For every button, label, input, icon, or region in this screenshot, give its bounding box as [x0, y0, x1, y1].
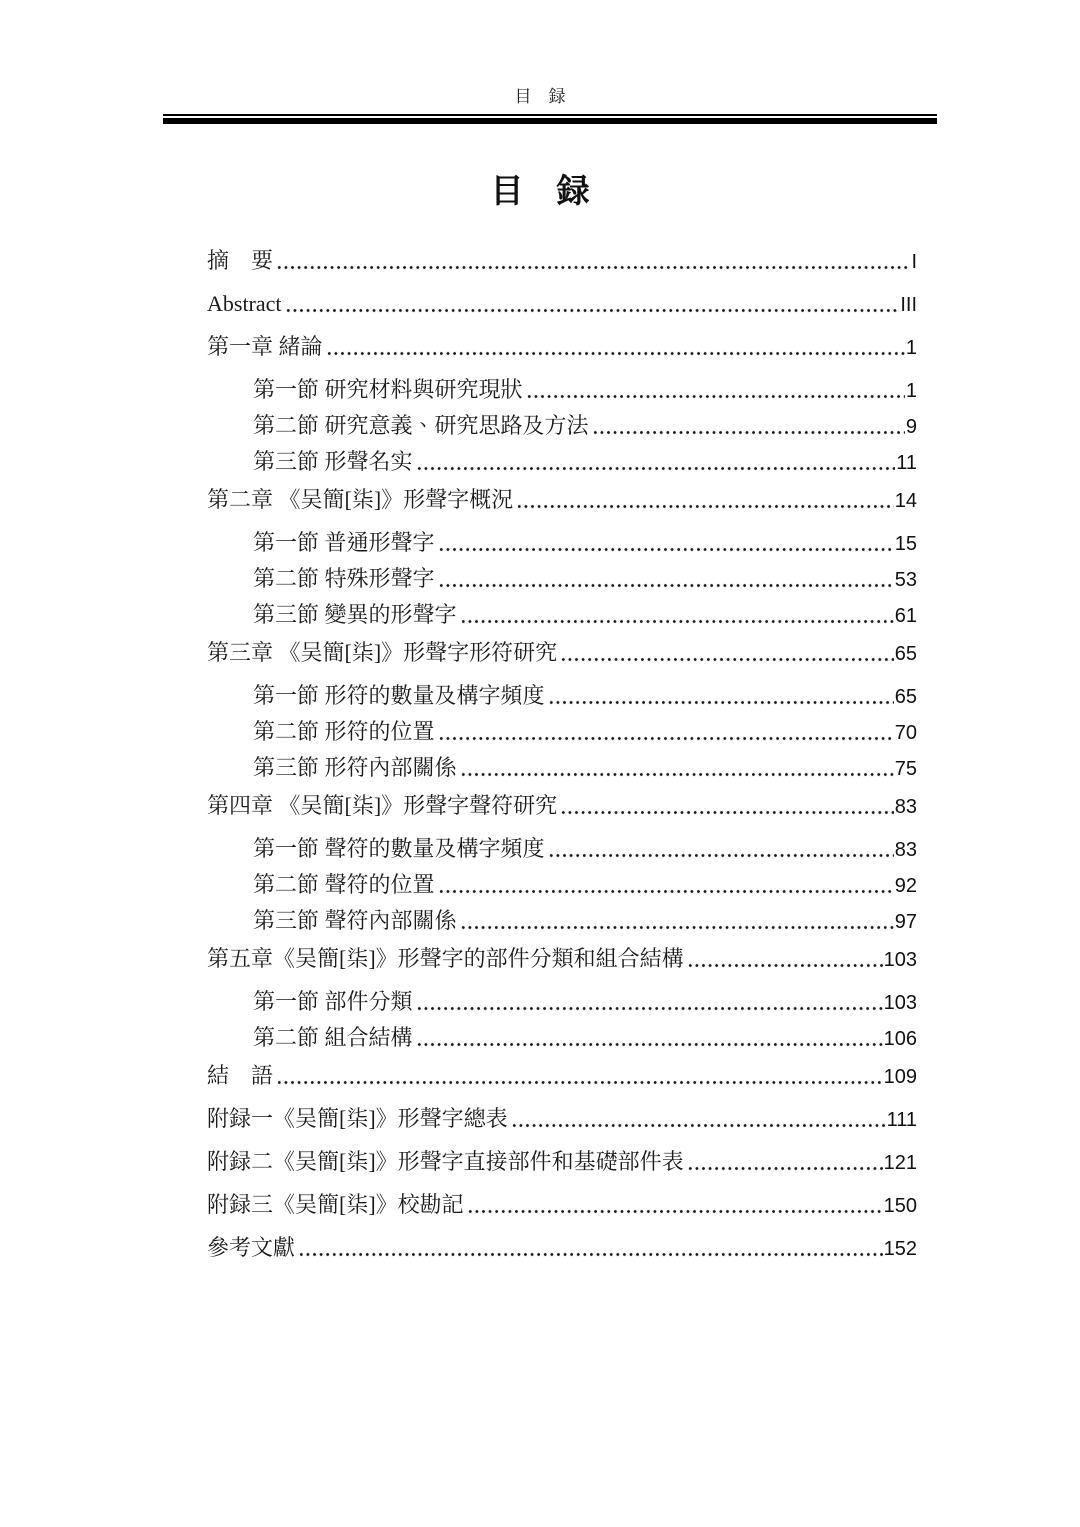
dot-leader: [438, 714, 894, 750]
toc-page-number: III: [900, 294, 917, 316]
toc-page-number: 152: [883, 1238, 917, 1260]
toc-page-number: 109: [883, 1066, 917, 1088]
dot-leader: [460, 903, 894, 939]
dot-leader: [416, 984, 883, 1020]
toc-entry-label: 參考文獻: [207, 1235, 296, 1260]
dot-leader: [276, 1058, 883, 1094]
page-title: 目 録: [490, 171, 590, 210]
toc-entry: [207, 831, 917, 867]
toc-entry-label: 第一節 部件分類: [253, 989, 413, 1014]
toc-entry: [207, 1187, 917, 1223]
toc-entry: [207, 243, 917, 279]
toc-entry-label: 第三節 變異的形聲字: [253, 602, 457, 627]
toc-page-number: 11: [896, 452, 917, 474]
toc-page-number: 61: [894, 605, 917, 627]
toc-entry-label: 第三章 《吴簡[柒]》形聲字形符研究: [207, 640, 558, 665]
toc-entry: [207, 408, 917, 444]
toc-entry: [207, 1020, 917, 1056]
toc-page-number: 9: [905, 416, 917, 438]
toc-entry: [207, 597, 917, 633]
header-rule-thin-line: [163, 114, 937, 116]
toc-entry: [207, 714, 917, 750]
dot-leader: [526, 372, 905, 408]
toc-entry-label: 第一節 形符的數量及構字頻度: [253, 683, 545, 708]
dot-leader: [285, 286, 900, 322]
toc-entry: [207, 1058, 917, 1094]
header-rule: [163, 114, 937, 124]
dot-leader: [592, 408, 905, 444]
dot-leader: [560, 788, 894, 824]
toc-entry: [207, 561, 917, 597]
toc-entry: [207, 525, 917, 561]
toc-entry-label: 第二節 研究意義、研究思路及方法: [253, 413, 589, 438]
toc-entry: [207, 678, 917, 714]
toc-page-number: 121: [883, 1152, 917, 1174]
toc-entry: [207, 867, 917, 903]
toc-entry-label: 第四章 《吴簡[柒]》形聲字聲符研究: [207, 793, 558, 818]
running-header: 目 録: [514, 87, 566, 106]
toc-page-number: 106: [883, 1028, 917, 1050]
toc-entry-label: 第五章《吴簡[柒]》形聲字的部件分類和組合結構: [207, 946, 684, 971]
toc-entry-label: 第三節 形符內部關係: [253, 755, 457, 780]
toc-entry-label: 附録三《吴簡[柒]》校勘記: [207, 1192, 464, 1217]
toc-page-number: 83: [894, 796, 917, 818]
toc-entry-label: 第二節 聲符的位置: [253, 872, 435, 897]
toc-entry: [207, 788, 917, 824]
dot-leader: [438, 525, 894, 561]
dot-leader: [467, 1187, 883, 1223]
dot-leader: [298, 1230, 883, 1266]
toc-entry: [207, 903, 917, 939]
toc-entry-label: 第二節 特殊形聲字: [253, 566, 435, 591]
toc-page-number: I: [911, 251, 917, 273]
toc-entry-label: 第一節 普通形聲字: [253, 530, 435, 555]
toc-page-number: 150: [883, 1195, 917, 1217]
toc-page-number: 65: [894, 643, 917, 665]
toc-page-number: 75: [894, 758, 917, 780]
toc-page-number: 53: [894, 569, 917, 591]
dot-leader: [416, 444, 896, 480]
toc-entry-label: 第一節 聲符的數量及構字頻度: [253, 836, 545, 861]
toc-list: [207, 241, 917, 1273]
toc-entry-label: 附録一《吴簡[柒]》形聲字總表: [207, 1106, 508, 1131]
toc-entry-label: 第一節 研究材料與研究現狀: [253, 377, 523, 402]
toc-entry-label: 附録二《吴簡[柒]》形聲字直接部件和基礎部件表: [207, 1149, 684, 1174]
toc-entry: [207, 482, 917, 518]
toc-page-number: 15: [894, 533, 917, 555]
toc-entry: [207, 750, 917, 786]
toc-page-number: 1: [905, 380, 917, 402]
dot-leader: [687, 1144, 883, 1180]
toc-entry-label: 第三節 形聲名实: [253, 449, 413, 474]
toc-entry: [207, 1230, 917, 1266]
dot-leader: [438, 561, 894, 597]
dot-leader: [460, 750, 894, 786]
toc-page-number: 97: [894, 911, 917, 933]
header-rule-thick-line: [163, 118, 937, 124]
dot-leader: [276, 243, 910, 279]
toc-page-number: 83: [894, 839, 917, 861]
toc-page-number: 111: [886, 1109, 917, 1131]
dot-leader: [416, 1020, 883, 1056]
toc-page-number: 70: [894, 722, 917, 744]
toc-entry: [207, 984, 917, 1020]
dot-leader: [438, 867, 894, 903]
toc-entry: [207, 286, 917, 322]
toc-page-number: 1: [905, 337, 917, 359]
dot-leader: [548, 678, 894, 714]
dot-leader: [326, 329, 905, 365]
toc-page-number: 103: [883, 949, 917, 971]
toc-entry: [207, 1101, 917, 1137]
dot-leader: [687, 941, 883, 977]
toc-entry-label: 結 語: [207, 1063, 274, 1088]
toc-entry: [207, 1144, 917, 1180]
toc-entry-label: 第一章 緒論: [207, 334, 323, 359]
dot-leader: [511, 1101, 886, 1137]
toc-entry: [207, 444, 917, 480]
toc-entry: [207, 941, 917, 977]
toc-page-number: 103: [883, 992, 917, 1014]
toc-entry: [207, 372, 917, 408]
dot-leader: [460, 597, 894, 633]
dot-leader: [548, 831, 894, 867]
toc-page-number: 14: [894, 490, 917, 512]
toc-page-number: 92: [894, 875, 917, 897]
toc-entry-label: 第二節 形符的位置: [253, 719, 435, 744]
dot-leader: [560, 635, 894, 671]
toc-entry-label: 第三節 聲符內部關係: [253, 908, 457, 933]
toc-entry-label: Abstract: [207, 291, 282, 316]
dot-leader: [516, 482, 894, 518]
toc-entry: [207, 635, 917, 671]
toc-entry-label: 第二章 《吴簡[柒]》形聲字概況: [207, 487, 514, 512]
toc-entry: [207, 329, 917, 365]
toc-entry-label: 第二節 組合結構: [253, 1025, 413, 1050]
toc-page-number: 65: [894, 686, 917, 708]
toc-entry-label: 摘 要: [207, 248, 274, 273]
